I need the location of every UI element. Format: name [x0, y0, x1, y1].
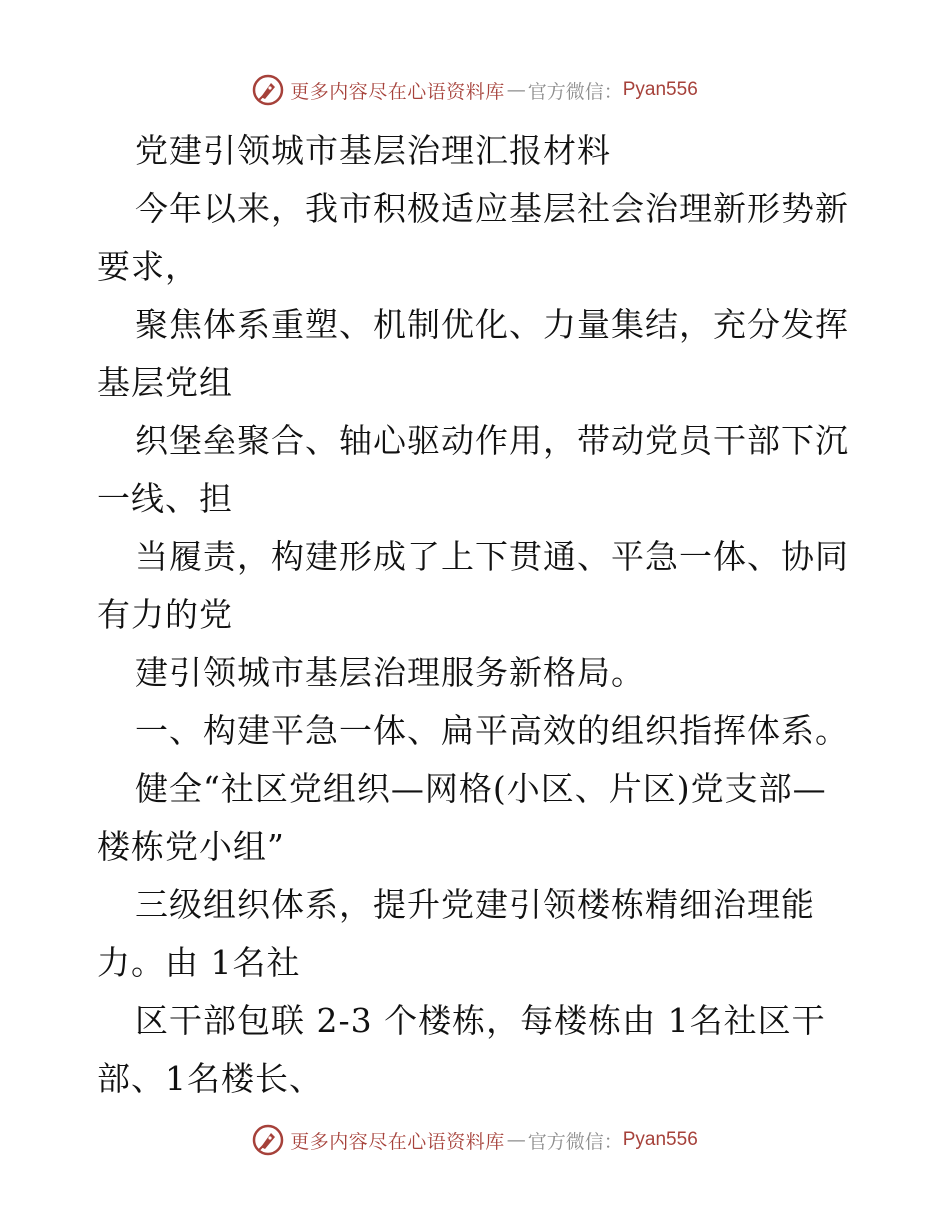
document-line: 部、1名楼长、	[97, 1059, 323, 1098]
document-line: 织堡垒聚合、轴心驱动作用，带动党员干部下沉	[135, 421, 849, 460]
document-line: 健全“社区党组织—网格(小区、片区)党支部—	[135, 769, 827, 808]
document-line: 一、构建平急一体、扁平高效的组织指挥体系。	[135, 711, 849, 750]
document-line: 有力的党	[97, 595, 233, 634]
pen-nib-icon	[252, 74, 284, 106]
document-line: 建引领城市基层治理服务新格局。	[135, 653, 645, 692]
document-title: 党建引领城市基层治理汇报材料	[135, 131, 611, 170]
watermark-footer	[0, 1122, 950, 1158]
watermark-wechat-id: Pyan556	[622, 79, 698, 100]
watermark-wechat-label: 官方微信：	[527, 80, 623, 103]
watermark-dash: —	[506, 1129, 526, 1151]
document-line: 力。由 1名社	[97, 943, 301, 982]
document-line: 今年以来，我市积极适应基层社会治理新形势新	[135, 189, 849, 228]
watermark-text: 更多内容尽在心语资料库	[290, 1130, 505, 1153]
watermark-text: 更多内容尽在心语资料库	[290, 80, 505, 103]
document-line: 当履责，构建形成了上下贯通、平急一体、协同	[135, 537, 849, 576]
document-line: 要求，	[97, 247, 199, 286]
document-line: 一线、担	[97, 479, 233, 518]
watermark-wechat-id: Pyan556	[622, 1129, 698, 1150]
document-line: 三级组织体系，提升党建引领楼栋精细治理能	[135, 885, 815, 924]
document-line: 区干部包联 2-3 个楼栋，每楼栋由 1名社区干	[135, 1001, 826, 1040]
watermark-wechat-label: 官方微信：	[527, 1130, 623, 1153]
pen-nib-icon	[252, 1124, 284, 1156]
document-line: 聚焦体系重塑、机制优化、力量集结，充分发挥	[135, 305, 849, 344]
watermark-dash: —	[506, 79, 526, 101]
document-line: 楼栋党小组”	[97, 827, 285, 866]
document-body	[97, 122, 857, 1108]
watermark-header	[0, 72, 950, 108]
document-line: 基层党组	[97, 363, 233, 402]
